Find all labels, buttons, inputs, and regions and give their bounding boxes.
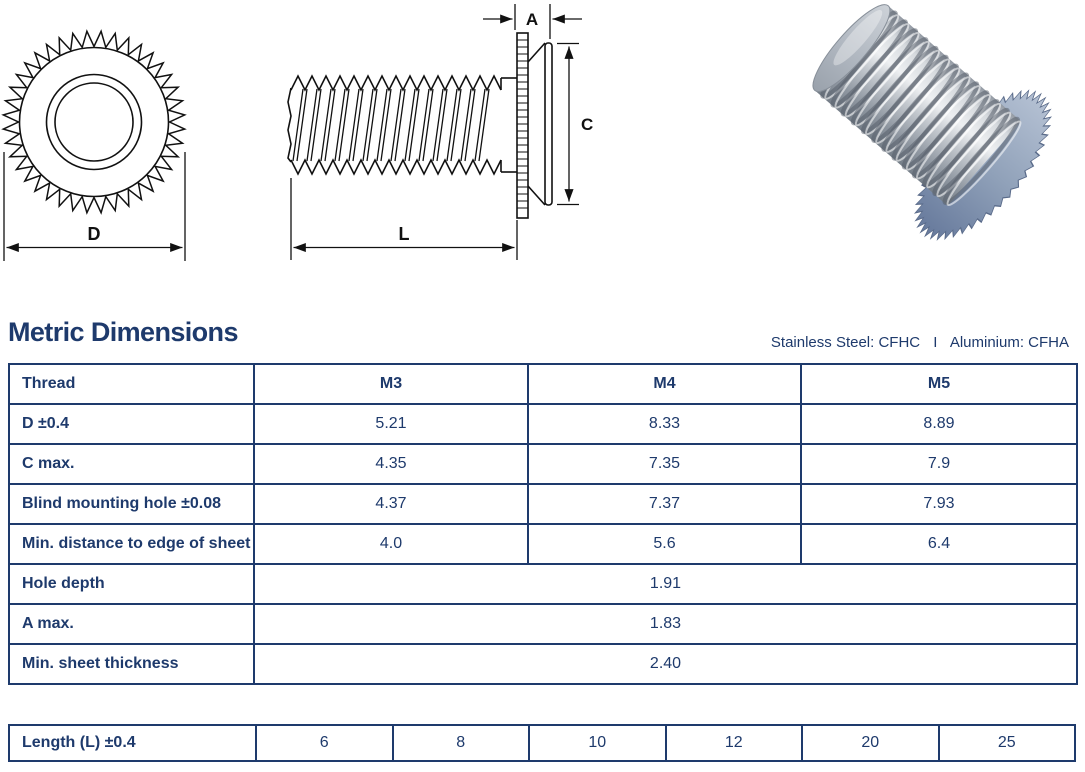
row-label: A max. (9, 604, 254, 644)
length-value: 6 (256, 725, 393, 761)
row-label: C max. (9, 444, 254, 484)
front-view-drawing (0, 0, 230, 268)
cell-value: 4.0 (254, 524, 528, 564)
cell-value: 6.4 (801, 524, 1077, 564)
length-value: 10 (529, 725, 666, 761)
cell-merged-value: 2.40 (254, 644, 1077, 684)
header-m5: M5 (801, 364, 1077, 404)
table-row (9, 404, 1077, 444)
cell-value: 4.37 (254, 484, 528, 524)
thread-bottom-zigzag (291, 160, 501, 174)
row-label: Min. sheet thickness (9, 644, 254, 684)
materials-separator: I (933, 334, 938, 351)
length-value: 12 (666, 725, 803, 761)
table-row (9, 484, 1077, 524)
thread-top-zigzag (291, 76, 501, 90)
row-label: Min. distance to edge of sheet (9, 524, 254, 564)
length-table (8, 724, 1076, 762)
cell-value: 7.37 (528, 484, 801, 524)
product-photo (790, 0, 1085, 265)
stud-photo-group (790, 0, 1074, 261)
cell-value: 7.9 (801, 444, 1077, 484)
serrated-flange-front-view (3, 31, 184, 212)
cell-value: 8.33 (528, 404, 801, 444)
header-thread: Thread (9, 364, 254, 404)
metric-dimensions-table (8, 363, 1078, 685)
cell-value: 5.6 (528, 524, 801, 564)
dimension-label-a: A (525, 10, 539, 29)
side-view-drawing (280, 0, 615, 268)
length-label: Length (L) ±0.4 (9, 725, 256, 761)
header-m3: M3 (254, 364, 528, 404)
materials-note (771, 334, 1069, 351)
table-row (9, 604, 1077, 644)
dimension-label-l: L (398, 224, 410, 244)
cell-merged-value: 1.91 (254, 564, 1077, 604)
thread-left-edge (288, 88, 291, 162)
thread-crest-lines (293, 89, 489, 161)
materials-aluminium: Aluminium: CFHA (949, 334, 1069, 351)
header-m4: M4 (528, 364, 801, 404)
length-value: 25 (939, 725, 1076, 761)
cell-value: 7.35 (528, 444, 801, 484)
cell-value: 7.93 (801, 484, 1077, 524)
flange-serration (3, 31, 184, 212)
knurl-rung-lines (517, 40, 528, 208)
length-row (9, 725, 1075, 761)
thread-profile (291, 76, 501, 174)
table-row (9, 644, 1077, 684)
length-value: 20 (802, 725, 939, 761)
head-bottom-slant (528, 186, 545, 205)
length-value: 8 (393, 725, 530, 761)
head-top-slant (528, 43, 545, 62)
materials-stainless: Stainless Steel: CFHC (770, 334, 921, 351)
cell-value: 4.35 (254, 444, 528, 484)
row-label: Hole depth (9, 564, 254, 604)
cell-value: 8.89 (801, 404, 1077, 444)
table-header-row (9, 364, 1077, 404)
dimension-label-d: D (87, 224, 101, 244)
knurl-hatching (517, 40, 528, 208)
row-label: Blind mounting hole ±0.08 (9, 484, 254, 524)
row-label: D ±0.4 (9, 404, 254, 444)
table-row (9, 524, 1077, 564)
cell-merged-value: 1.83 (254, 604, 1077, 644)
table-row (9, 564, 1077, 604)
dimension-label-c: C (581, 115, 594, 134)
page-title: Metric Dimensions (8, 317, 238, 347)
head-face (545, 43, 552, 205)
cell-value: 5.21 (254, 404, 528, 444)
table-row (9, 444, 1077, 484)
